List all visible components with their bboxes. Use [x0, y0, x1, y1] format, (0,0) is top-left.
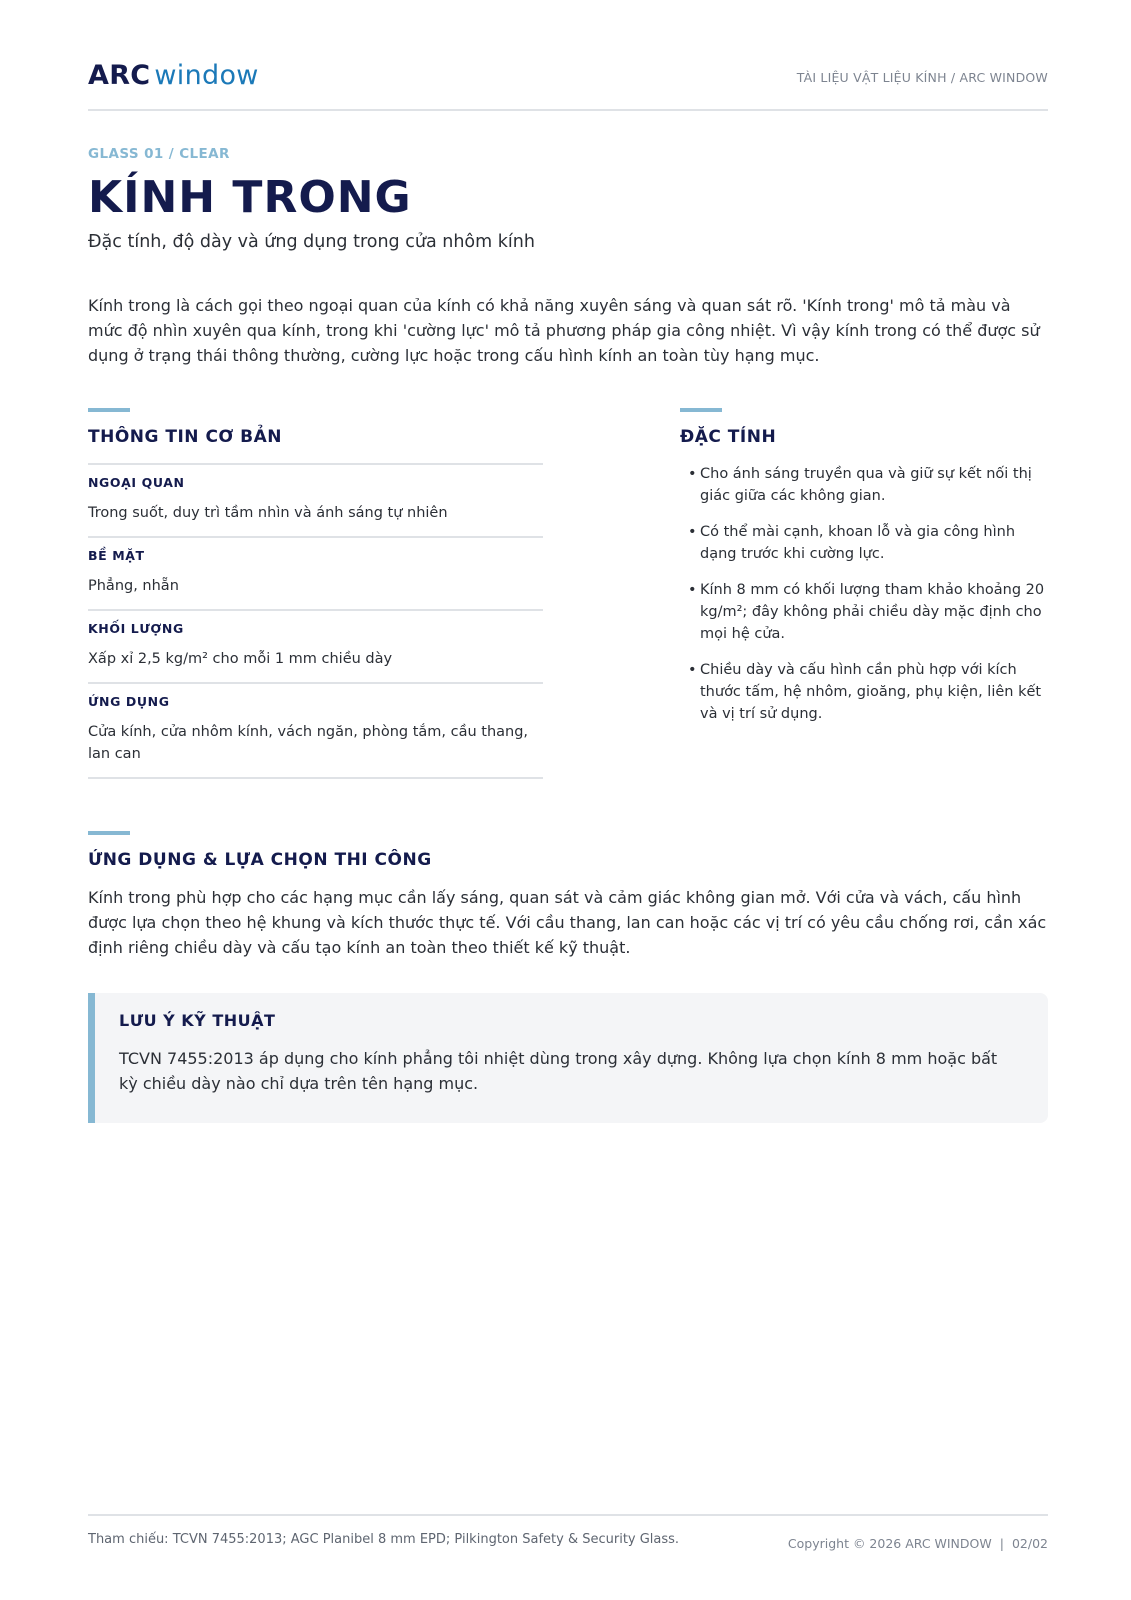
page-number: 02/02	[1011, 1536, 1048, 1551]
page-header	[88, 58, 1048, 98]
basic-info-title: THÔNG TIN CƠ BẢN	[88, 427, 283, 447]
footer-separator: |	[999, 1536, 1004, 1551]
footer-meta	[788, 1536, 1048, 1551]
intro-paragraph: Kính trong là cách gọi theo ngoại quan của kính có khả năng xuyên sáng và quan sát rõ. 'Kính trong' mô tả màu và mức độ nhìn xuyên qua kính, trong khi 'cường lực' mô tả phương pháp gia công nhiệt. Vì vậy kính trong có thể được sử dụng ở trạng thái thông thường, cường lực hoặc trong cấu hình kính an toàn tùy hạng mục.	[88, 296, 1040, 365]
info-label: KHỐI LƯỢNG	[88, 621, 184, 636]
note-title: LƯU Ý KỸ THUẬT	[119, 1011, 276, 1030]
footer-divider	[88, 1514, 1048, 1516]
info-label: BỀ MẶT	[88, 548, 145, 563]
document-page	[88, 0, 1048, 1600]
logo-secondary: window	[154, 60, 259, 91]
application-title: ỨNG DỤNG & LỰA CHỌN THI CÔNG	[88, 850, 432, 870]
logo-primary: ARC	[88, 60, 151, 91]
info-value: Trong suốt, duy trì tầm nhìn và ánh sáng tự nhiên	[88, 505, 448, 521]
properties-list	[680, 463, 1048, 725]
application-section	[88, 831, 1048, 960]
page-title: KÍNH TRONG	[88, 172, 412, 223]
application-paragraph: Kính trong phù hợp cho các hạng mục cần lấy sáng, quan sát và cảm giác không gian mở. Với cửa và vách, cấu hình được lựa chọn theo hệ khung và kích thước thực tế. Với cầu thang, lan can hoặc các vị trí có yêu cầu chống rơi, cần xác định riêng chiều dày và cấu tạo kính an toàn theo thiết kế kỹ thuật.	[88, 888, 1047, 957]
section-accent-bar	[88, 408, 130, 412]
section-accent-bar	[680, 408, 722, 412]
section-accent-bar	[88, 831, 130, 835]
info-row-weight	[88, 609, 543, 682]
note-text: TCVN 7455:2013 áp dụng cho kính phẳng tôi nhiệt dùng trong xây dựng. Không lựa chọn kính 8 mm hoặc bất kỳ chiều dày nào chỉ dựa trên tên hạng mục.	[119, 1049, 998, 1093]
footer-reference: Tham chiếu: TCVN 7455:2013; AGC Planibel 8 mm EPD; Pilkington Safety & Security Glass.	[88, 1532, 680, 1547]
copyright-text: Copyright © 2026 ARC WINDOW	[787, 1536, 992, 1551]
technical-note-box	[88, 993, 1048, 1123]
page-subtitle: Đặc tính, độ dày và ứng dụng trong cửa nhôm kính	[88, 232, 535, 252]
info-value: Cửa kính, cửa nhôm kính, vách ngăn, phòng tắm, cầu thang, lan can	[88, 724, 529, 762]
info-row-appearance	[88, 463, 543, 536]
info-value: Xấp xỉ 2,5 kg/m² cho mỗi 1 mm chiều dày	[88, 651, 393, 667]
header-doc-label: TÀI LIỆU VẬT LIỆU KÍNH / ARC WINDOW	[796, 70, 1048, 85]
eyebrow-label: GLASS 01 / CLEAR	[88, 146, 230, 162]
arc-window-logo	[88, 58, 259, 94]
list-item: • Cho ánh sáng truyền qua và giữ sự kết nối thị giác giữa các không gian.	[680, 463, 1048, 507]
info-row-application	[88, 682, 543, 779]
list-item: • Có thể mài cạnh, khoan lỗ và gia công hình dạng trước khi cường lực.	[680, 521, 1048, 565]
info-label: NGOẠI QUAN	[88, 475, 185, 490]
properties-title: ĐẶC TÍNH	[680, 427, 777, 447]
header-divider	[88, 109, 1048, 111]
info-row-surface	[88, 536, 543, 609]
basic-info-section	[88, 408, 543, 779]
info-value: Phẳng, nhẵn	[88, 578, 179, 594]
info-label: ỨNG DỤNG	[88, 694, 170, 709]
properties-section	[680, 408, 1048, 739]
list-item: • Chiều dày và cấu hình cần phù hợp với kích thước tấm, hệ nhôm, gioăng, phụ kiện, liên kết và vị trí sử dụng.	[680, 659, 1048, 725]
list-item: • Kính 8 mm có khối lượng tham khảo khoảng 20 kg/m²; đây không phải chiều dày mặc định cho mọi hệ cửa.	[680, 579, 1048, 645]
